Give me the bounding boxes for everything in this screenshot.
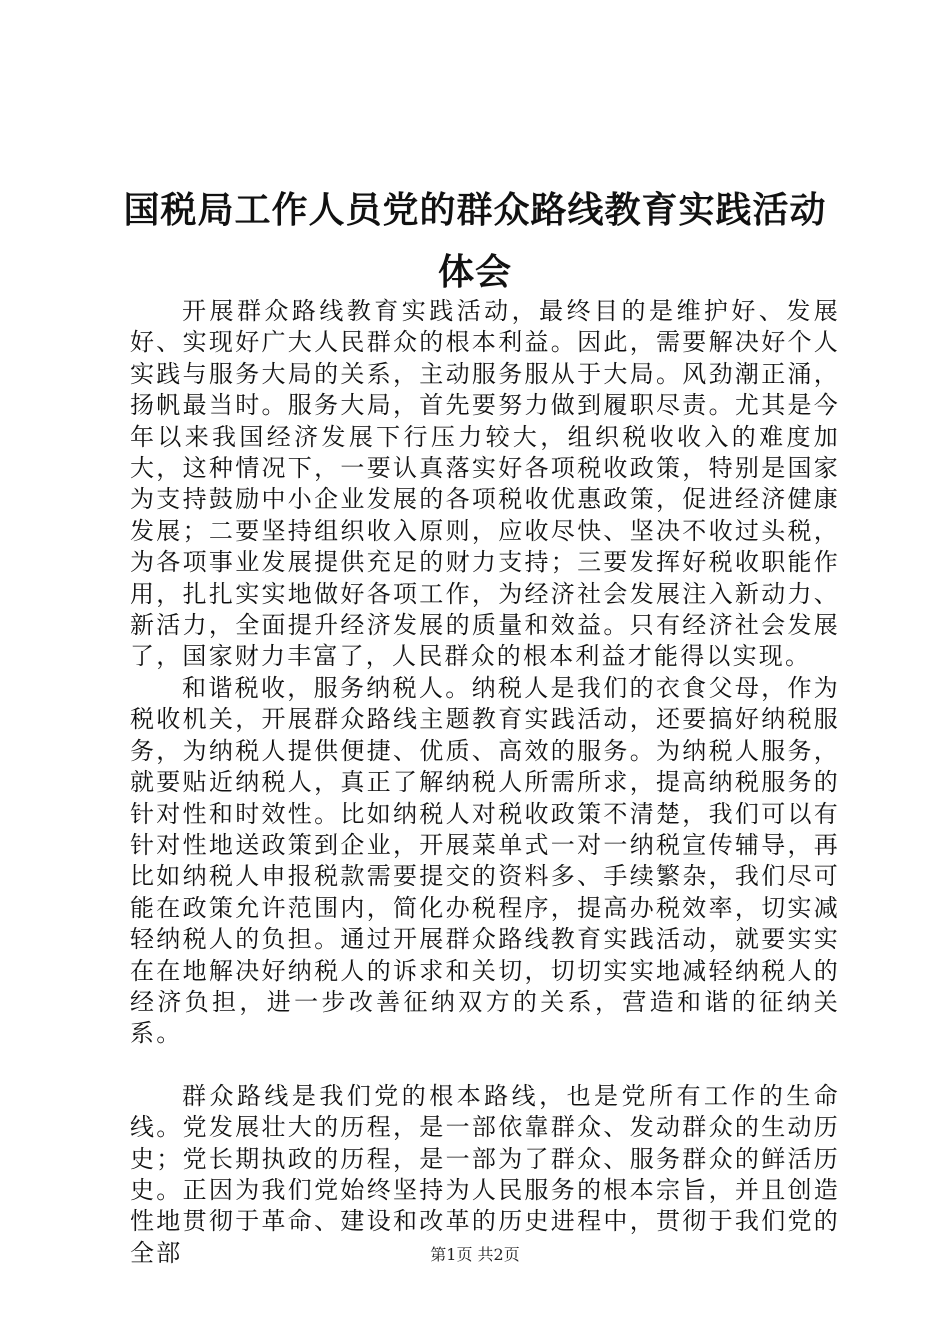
document-body — [130, 296, 840, 1269]
page-number-footer: 第1页 共2页 — [430, 1245, 520, 1264]
paragraph-1: 开展群众路线教育实践活动，最终目的是维护好、发展好、实现好广大人民群众的根本利益。因此，需要解决好个人实践与服务大局的关系，主动服务服从于大局。风劲潮正涌，扬帆最当时。服务大局，首先要努力做到履职尽责。尤其是今年以来我国经济发展下行压力较大，组织税收收入的难度加大，这种情况下，一要认真落实好各项税收政策，特别是国家为支持鼓励中小企业发展的各项税收优惠政策，促进经济健康发展；二要坚持组织收入原则，应收尽快、坚决不收过头税，为各项事业发展提供充足的财力支持；三要发挥好税收职能作用，扎扎实实地做好各项工作，为经济社会发展注入新动力、新活力，全面提升经济发展的质量和效益。只有经济社会发展了，国家财力丰富了，人民群众的根本利益才能得以实现。 — [130, 297, 840, 671]
paragraph-2: 和谐税收，服务纳税人。纳税人是我们的衣食父母，作为税收机关，开展群众路线主题教育实践活动，还要搞好纳税服务，为纳税人提供便捷、优质、高效的服务。为纳税人服务，就要贴近纳税人，真正了解纳税人所需所求，提高纳税服务的针对性和时效性。比如纳税人对税收政策不清楚，我们可以有针对性地送政策到企业，开展菜单式一对一纳税宣传辅导，再比如纳税人申报税款需要提交的资料多、手续繁杂，我们尽可能在政策允许范围内，简化办税程序，提高办税效率，切实减轻纳税人的负担。通过开展群众路线教育实践活动，就要实实在在地解决好纳税人的诉求和关切，切切实实地减轻纳税人的经济负担，进一步改善征纳双方的关系，营造和谐的征纳关系。 — [130, 673, 840, 1048]
document-title: 国税局工作人员党的群众路线教育实践活动体会 — [123, 190, 827, 293]
paragraph-3: 群众路线是我们党的根本路线，也是党所有工作的生命线。党发展壮大的历程，是一部依靠群众、发动群众的生动历史；党长期执政的历程，是一部为了群众、服务群众的鲜活历史。正因为我们党始终坚持为人民服务的根本宗旨，并且创造性地贯彻于革命、建设和改革的历史进程中，贯彻于我们党的全部 — [130, 1081, 840, 1267]
